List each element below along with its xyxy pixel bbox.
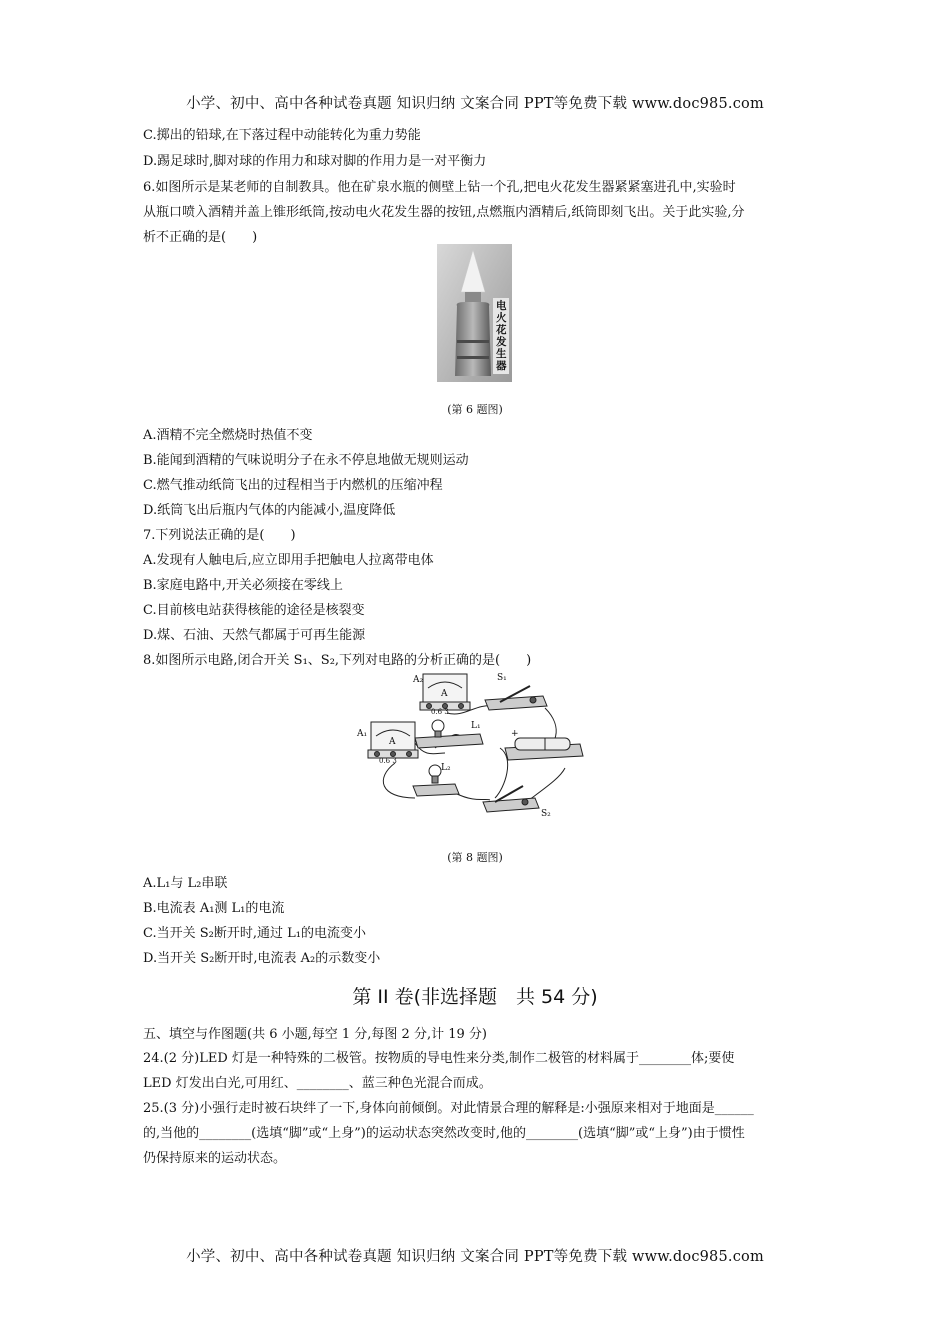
q6-stem-line-1: 6.如图所示是某老师的自制教具。他在矿泉水瓶的侧壁上钻一个孔,把电火花发生器紧紧塞进孔中,实验时 — [143, 180, 736, 195]
q24-line-1: 24.(2 分)LED 灯是一种特殊的二极管。按物质的导电性来分类,制作二极管的材料属于________体;要使 — [143, 1051, 735, 1066]
label-a2: A₂ — [413, 675, 424, 685]
switch-s2 — [483, 786, 539, 812]
label-plus: + — [511, 729, 519, 739]
q7-option-d: D.煤、石油、天然气都属于可再生能源 — [143, 628, 366, 643]
part-5-heading: 五、填空与作图题(共 6 小题,每空 1 分,每图 2 分,计 19 分) — [143, 1027, 487, 1042]
label-a1-meter: A — [389, 737, 396, 747]
label-a1-scale: 0.6 3 — [379, 757, 397, 765]
section-title: 第 II 卷(非选择题 共 54 分) — [352, 986, 598, 1008]
label-a2-meter: A — [441, 689, 448, 699]
q7-option-a: A.发现有人触电后,应立即用手把触电人拉离带电体 — [143, 553, 434, 568]
bulb-l2 — [413, 765, 459, 796]
q8-option-d: D.当开关 S₂断开时,电流表 A₂的示数变小 — [143, 951, 381, 966]
q5-option-d: D.踢足球时,脚对球的作用力和球对脚的作用力是一对平衡力 — [143, 154, 487, 169]
q6-option-d: D.纸筒飞出后瓶内气体的内能减小,温度降低 — [143, 503, 396, 518]
q7-option-b: B.家庭电路中,开关必须接在零线上 — [143, 578, 343, 593]
q24-line-2: LED 灯发出白光,可用红、________、蓝三种色光混合而成。 — [143, 1076, 492, 1091]
q25-line-3: 仍保持原来的运动状态。 — [143, 1151, 287, 1166]
label-a2-scale: 0.6 3 — [431, 708, 449, 716]
page-header: 小学、初中、高中各种试卷真题 知识归纳 文案合同 PPT等免费下载 www.doc985.com — [186, 96, 764, 112]
label-l2: L₂ — [441, 763, 451, 773]
q6-option-a: A.酒精不完全燃烧时热值不变 — [143, 428, 313, 443]
q8-stem: 8.如图所示电路,闭合开关 S₁、S₂,下列对电路的分析正确的是( ) — [143, 653, 532, 668]
q25-line-1: 25.(3 分)小强行走时被石块绊了一下,身体向前倾倒。对此情景合理的解释是:小强原来相对于地面是______ — [143, 1101, 754, 1116]
label-s1: S₁ — [497, 673, 507, 683]
q7-stem: 7.下列说法正确的是( ) — [143, 528, 296, 543]
battery — [505, 738, 583, 760]
label-a1: A₁ — [357, 729, 368, 739]
q25-line-2: 的,当他的________(选填“脚”或“上身”)的运动状态突然改变时,他的________(选填“脚”或“上身”)由于惯性 — [143, 1126, 745, 1141]
q6-option-c: C.燃气推动纸筒飞出的过程相当于内燃机的压缩冲程 — [143, 478, 443, 493]
q8-option-c: C.当开关 S₂断开时,通过 L₁的电流变小 — [143, 926, 366, 941]
switch-s1 — [485, 686, 547, 710]
q6-option-b: B.能闻到酒精的气味说明分子在永不停息地做无规则运动 — [143, 453, 469, 468]
q6-stem-line-2: 从瓶口喷入酒精并盖上锥形纸筒,按动电火花发生器的按钮,点燃瓶内酒精后,纸筒即刻飞出。关于此实验,分 — [143, 205, 745, 220]
q8-option-a: A.L₁与 L₂串联 — [143, 876, 228, 891]
page-footer: 小学、初中、高中各种试卷真题 知识归纳 文案合同 PPT等免费下载 www.doc985.com — [186, 1249, 764, 1265]
figure-8-circuit — [355, 668, 590, 820]
figure-8-caption: (第 8 题图) — [447, 851, 503, 864]
q5-option-c: C.掷出的铅球,在下落过程中动能转化为重力势能 — [143, 128, 421, 143]
figure-6-label: 电火花发生器 — [496, 300, 507, 372]
q7-option-c: C.目前核电站获得核能的途径是核裂变 — [143, 603, 365, 618]
q6-stem-line-3: 析不正确的是( ) — [143, 230, 258, 245]
q8-option-b: B.电流表 A₁测 L₁的电流 — [143, 901, 285, 916]
label-s2: S₂ — [541, 809, 551, 819]
figure-6-caption: (第 6 题图) — [447, 403, 503, 416]
label-l1: L₁ — [471, 721, 481, 731]
